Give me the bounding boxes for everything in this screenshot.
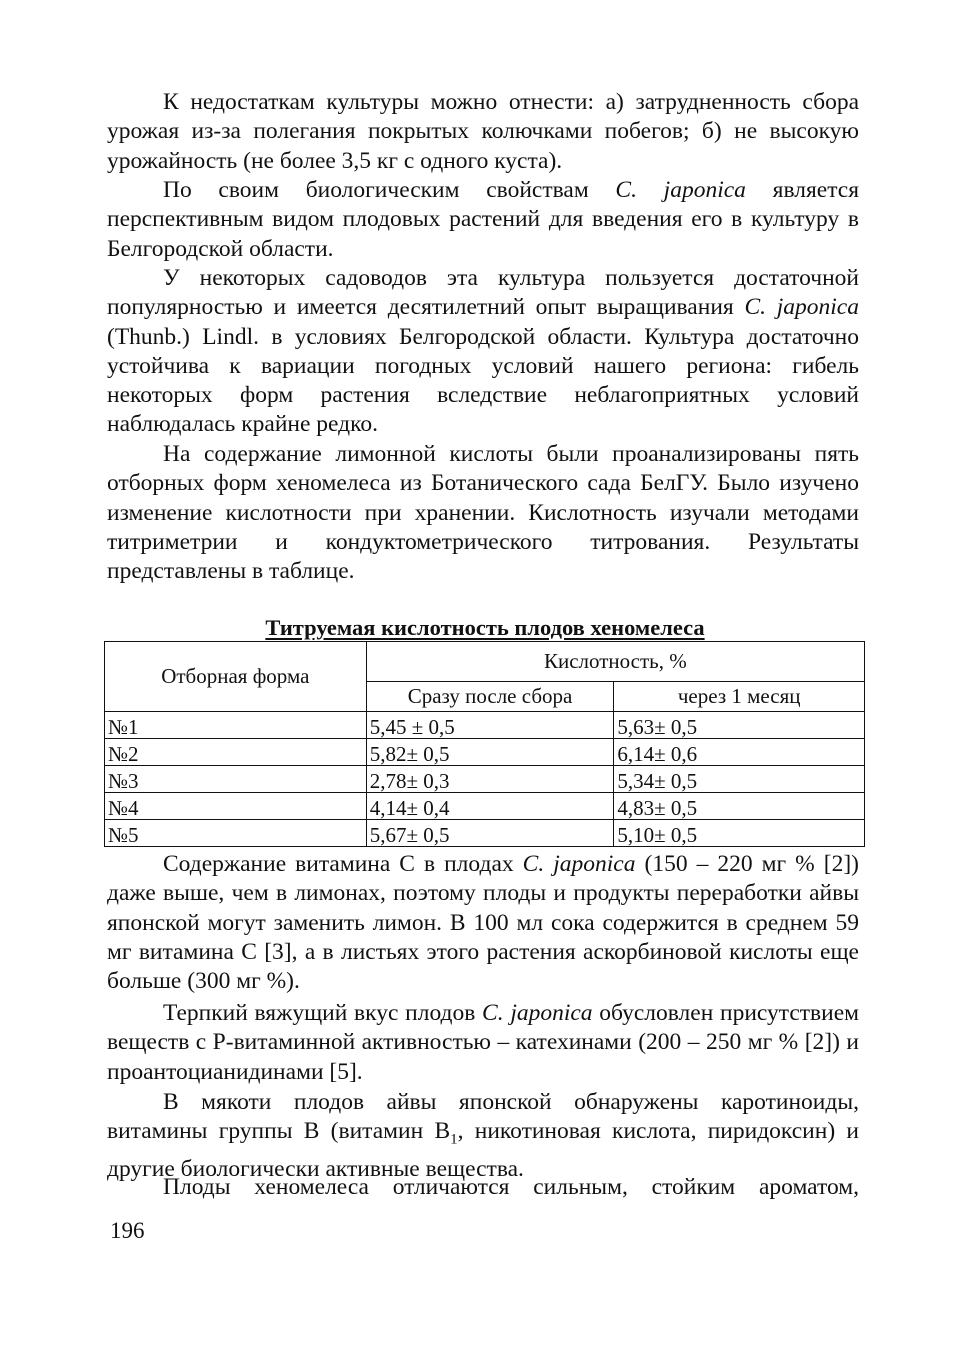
cell-form: №1 [105,712,367,739]
paragraph-popularity-text-a: У некоторых садоводов эта культура пользуется достаточной популярностью и имеется десятилетний опыт выращивания [107,265,859,321]
header-after-harvest: Сразу после сбора [366,682,614,712]
cell-fresh: 5,82± 0,5 [366,739,614,766]
table-header-row [105,642,865,682]
cell-fresh: 5,45 ± 0,5 [366,712,614,739]
species-name: C. japonica [615,177,746,203]
paragraph-analysis-text: На содержание лимонной кислоты были проанализированы пять отборных форм хеномелеса из Ботанического сада БелГУ. Было изучено изменение кислотности при хранении. Кислотность изучали методами титриметрии и кондуктометрического титрования. Результаты представлены в таблице. [107,441,859,585]
paragraph-taste-text-b: обусловлен присутствием веществ с Р-витаминной активностью – катехинами (200 – 250 мг % [2]) и проантоцианидинами [5]. [107,1000,859,1085]
header-acidity: Кислотность, % [366,642,864,682]
table-row [105,739,865,766]
paragraph-carotenoids [107,1088,859,1185]
cell-form: №5 [105,820,367,847]
paragraph-aroma [107,1173,859,1202]
table-row [105,766,865,793]
table-row [105,820,865,847]
paragraph-biology-text-b: является перспективным видом плодовых растений для введения его в культуру в Белгородской области. [107,177,860,262]
cell-month: 6,14± 0,6 [614,739,865,766]
paragraph-aroma-text: Плоды хеномелеса отличаются сильным, стойким ароматом, [163,1174,859,1200]
paragraph-drawbacks-text: К недостаткам культуры можно отнести: а) затрудненность сбора урожая из-за полегания покрытых колючками побегов; б) не высокую урожайность (не более 3,5 кг с одного куста). [107,89,859,174]
cell-fresh: 2,78± 0,3 [366,766,614,793]
species-name: C. japonica [482,1000,593,1026]
cell-month: 4,83± 0,5 [614,793,865,820]
paragraph-drawbacks [107,88,859,176]
cell-month: 5,10± 0,5 [614,820,865,847]
paragraph-vitamin-c-text-a: Содержание витамина С в плодах [163,851,523,877]
cell-fresh: 5,67± 0,5 [366,820,614,847]
vitamin-subscript: 1 [450,1131,458,1148]
species-name: C. japonica [744,294,859,321]
paragraph-biology [107,176,859,264]
cell-month: 5,34± 0,5 [614,766,865,793]
table-caption: Титруемая кислотность плодов хеномелеса [265,615,705,640]
paragraph-vitamin-c-text-b: (150 – 220 мг % [2]) даже выше, чем в лимонах, поэтому плоды и продукты переработки айвы японской могут заменить лимон. В 100 мл сока содержится в среднем 59 мг витамина С [3], а в листьях этого растения аскорбиновой кислоты еще больше (300 мг %). [107,851,859,995]
paragraph-popularity [107,264,859,440]
header-form: Отборная форма [105,642,367,712]
cell-form: №2 [105,739,367,766]
paragraph-taste [107,999,859,1087]
paragraph-vitamin-c [107,850,859,996]
paragraph-popularity-text-b: (Thunb.) Lindl. в условиях Белгородской области. Культура достаточно устойчива к вариации погодных условий нашего региона: гибель некоторых форм растения вследствие неблагоприятных условий наблюдалась крайне редко. [107,323,859,438]
paragraph-carotenoids-text-a: В мякоти плодов айвы японской обнаружены каротиноиды, витамины группы В (витамин В [107,1089,859,1145]
paragraph-biology-text-a: По своим биологическим свойствам [163,177,616,203]
cell-form: №3 [105,766,367,793]
species-name: C. japonica [522,851,636,877]
paragraph-analysis [107,440,859,586]
cell-month: 5,63± 0,5 [614,712,865,739]
header-after-month: через 1 месяц [614,682,865,712]
cell-fresh: 4,14± 0,4 [366,793,614,820]
paragraph-carotenoids-text-b: , никотиновая кислота, пиридоксин) и другие биологически активные вещества. [107,1118,859,1183]
acidity-table [104,641,865,847]
table-row [105,712,865,739]
table-row [105,793,865,820]
page-number: 196 [110,1218,145,1243]
paragraph-taste-text-a: Терпкий вяжущий вкус плодов [163,1000,483,1026]
cell-form: №4 [105,793,367,820]
